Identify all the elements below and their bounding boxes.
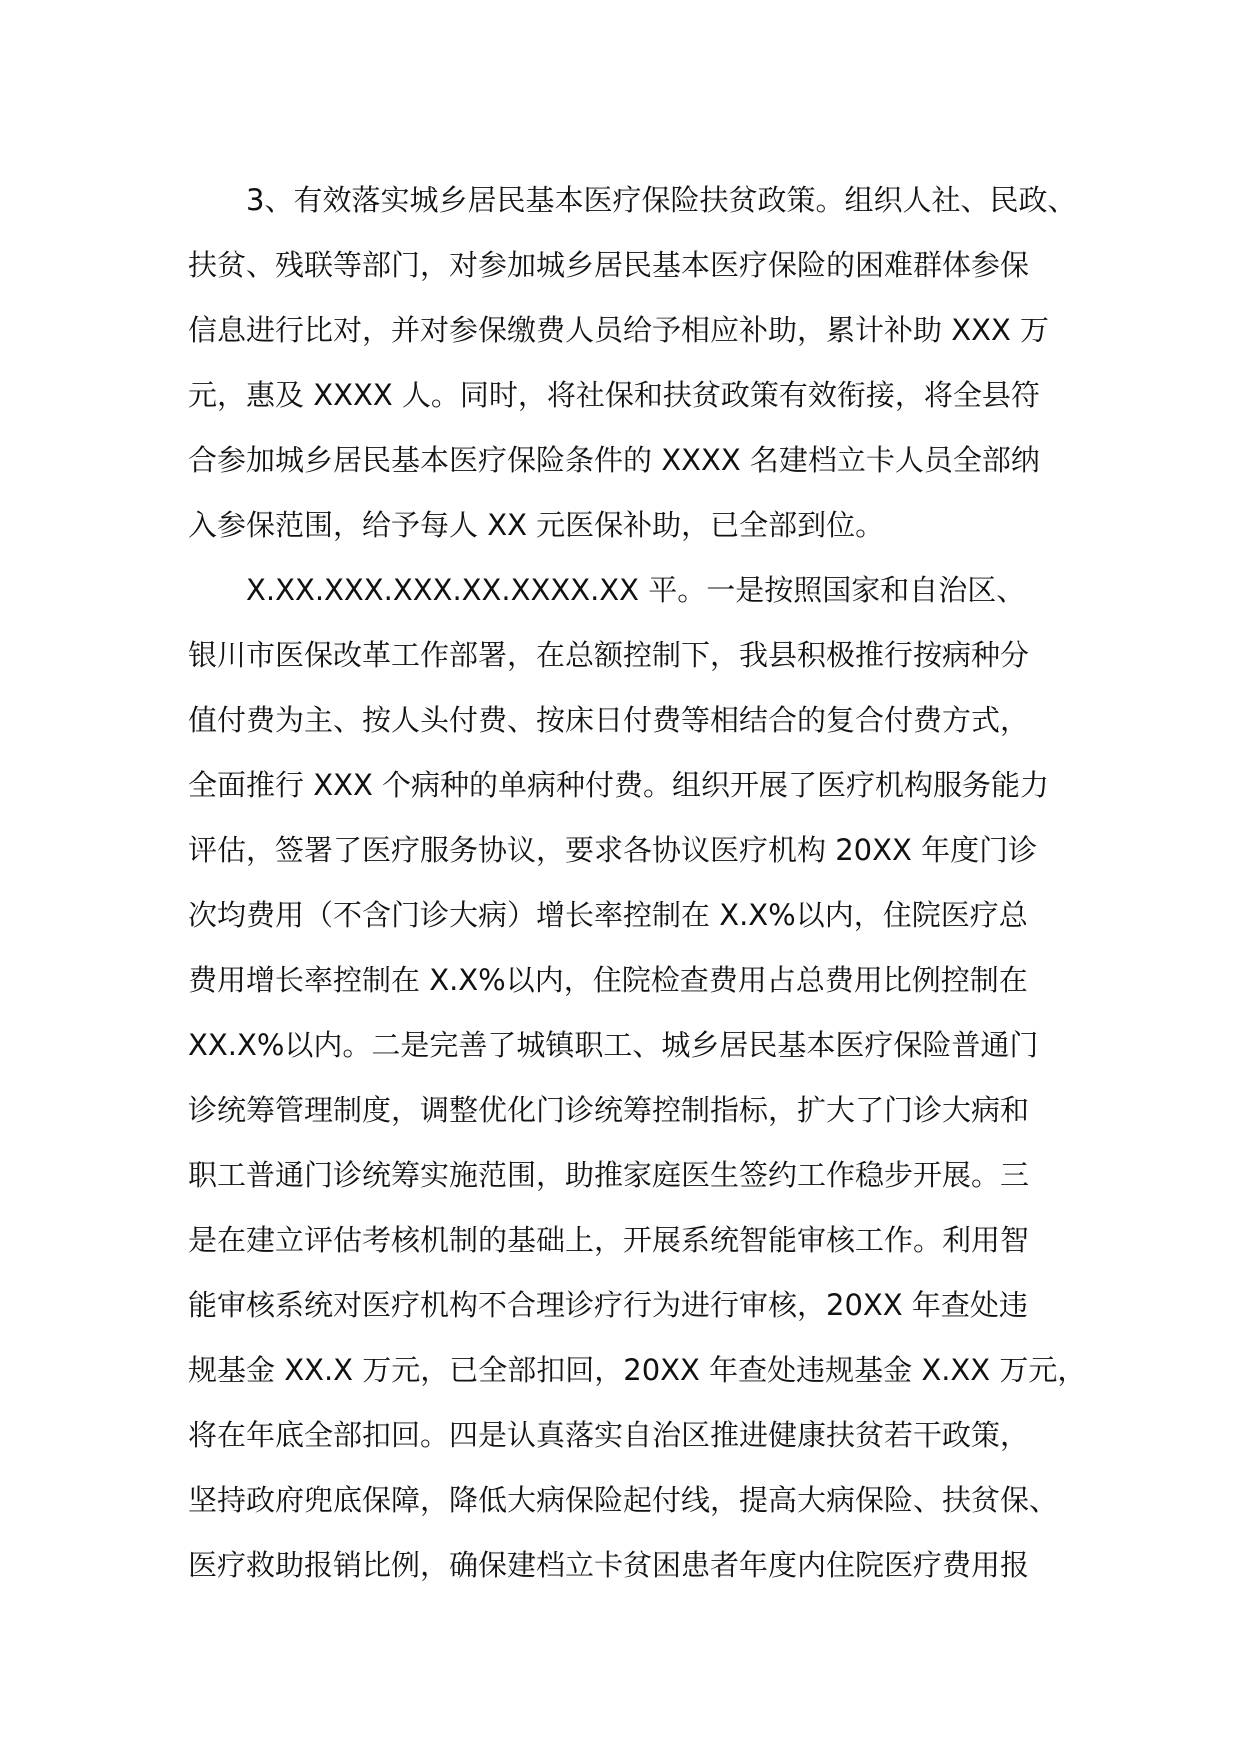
document-body [188, 168, 1087, 1598]
text-line: 银川市医保改革工作部署，在总额控制下，我县积极推行按病种分 [188, 638, 1030, 672]
text-line: 将在年底全部扣回。四是认真落实自治区推进健康扶贫若干政策， [188, 1418, 1030, 1452]
text-line: 3、有效落实城乡居民基本医疗保险扶贫政策。组织人社、民政、 [246, 183, 1077, 217]
text-line: XX.X%以内。二是完善了城镇职工、城乡居民基本医疗保险普通门 [188, 1028, 1039, 1062]
text-line: 次均费用（不含门诊大病）增长率控制在 X.X%以内，住院医疗总 [188, 898, 1028, 932]
text-line: 全面推行 XXX 个病种的单病种付费。组织开展了医疗机构服务能力 [188, 768, 1050, 802]
text-line: 规基金 XX.X 万元，已全部扣回，20XX 年查处违规基金 X.XX 万元， [188, 1353, 1087, 1387]
text-line: 入参保范围，给予每人 XX 元医保补助，已全部到位。 [188, 508, 885, 542]
text-line: 值付费为主、按人头付费、按床日付费等相结合的复合付费方式， [188, 703, 1030, 737]
text-line: 是在建立评估考核机制的基础上，开展系统智能审核工作。利用智 [188, 1223, 1030, 1257]
paragraph-1 [188, 168, 1078, 558]
text-line: 评估，签署了医疗服务协议，要求各协议医疗机构 20XX 年度门诊 [188, 833, 1038, 867]
text-line: 能审核系统对医疗机构不合理诊疗行为进行审核，20XX 年查处违 [188, 1288, 1028, 1322]
text-line: 诊统筹管理制度，调整优化门诊统筹控制指标，扩大了门诊大病和 [188, 1093, 1030, 1127]
text-line: 坚持政府兜底保障，降低大病保险起付线，提高大病保险、扶贫保、 [188, 1483, 1059, 1517]
text-line: 元，惠及 XXXX 人。同时，将社保和扶贫政策有效衔接，将全县符 [188, 378, 1040, 412]
text-line: 费用增长率控制在 X.X%以内，住院检查费用占总费用比例控制在 [188, 963, 1028, 997]
text-line: 信息进行比对，并对参保缴费人员给予相应补助，累计补助 XXX 万 [188, 313, 1050, 347]
paragraph-2 [188, 558, 1087, 1598]
text-line: X.XX.XXX.XXX.XX.XXXX.XX 平。一是按照国家和自治区、 [246, 573, 1026, 607]
text-line: 医疗救助报销比例，确保建档立卡贫困患者年度内住院医疗费用报 [188, 1548, 1030, 1582]
text-line: 职工普通门诊统筹实施范围，助推家庭医生签约工作稳步开展。三 [188, 1158, 1030, 1192]
text-line: 扶贫、残联等部门，对参加城乡居民基本医疗保险的困难群体参保 [188, 248, 1030, 282]
text-line: 合参加城乡居民基本医疗保险条件的 XXXX 名建档立卡人员全部纳 [188, 443, 1040, 477]
